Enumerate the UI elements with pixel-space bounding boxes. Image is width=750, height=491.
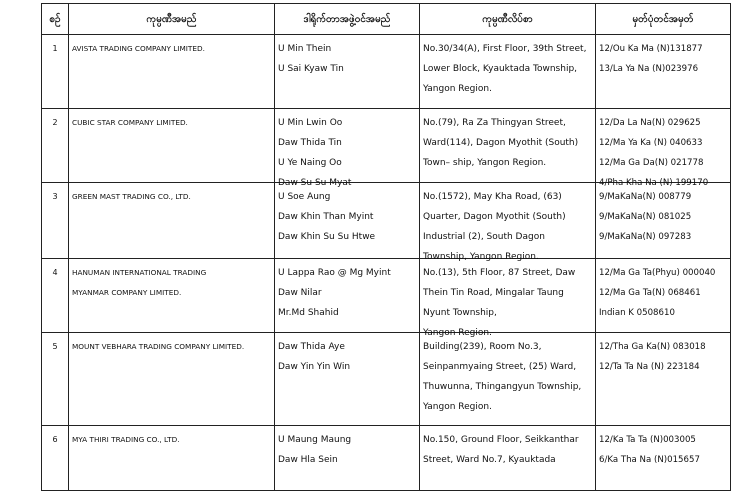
address-line: No.(1572), May Kha Road, (63) — [423, 192, 562, 202]
table-row — [42, 109, 731, 183]
address-line: Building(239), Room No.3, — [423, 342, 542, 352]
address-line: Seinpanmyaing Street, (25) Ward, — [423, 362, 577, 372]
registration-cell — [596, 426, 731, 491]
header-company: ကုမ္ပဏီအမည် — [69, 4, 275, 35]
company-name: MOUNT VEBHARA TRADING COMPANY LIMITED. — [72, 342, 245, 351]
registration-number: 12/Ta Ta Na (N) 223184 — [599, 362, 700, 372]
address-line: No.30/34(A), First Floor, 39th Street, — [423, 44, 587, 54]
company-name: AVISTA TRADING COMPANY LIMITED. — [72, 44, 205, 53]
registration-number: 12/Ma Ga Da(N) 021778 — [599, 158, 704, 168]
registration-number: 12/Tha Ga Ka(N) 083018 — [599, 342, 706, 352]
company-name-cell — [69, 333, 275, 426]
director-name: U Lappa Rao @ Mg Myint — [278, 268, 391, 278]
address-cell — [420, 35, 596, 109]
address-cell — [420, 426, 596, 491]
registration-number: 9/MaKaNa(N) 097283 — [599, 232, 692, 242]
director-name: U Min Thein — [278, 44, 332, 54]
company-name-line: HANUMAN INTERNATIONAL TRADING — [72, 268, 207, 277]
address-cell — [420, 259, 596, 338]
address-line: Thein Tin Road, Mingalar Taung — [423, 288, 564, 298]
company-name-cell — [69, 35, 275, 109]
registration-number: 13/La Ya Na (N)023976 — [599, 64, 699, 74]
company-name-line: MYANMAR COMPANY LIMITED. — [72, 288, 182, 297]
address-line: Yangon Region. — [423, 84, 492, 94]
row-number-cell — [42, 333, 69, 426]
row-number: 4 — [52, 268, 58, 277]
director-name: Daw Khin Than Myint — [278, 212, 374, 222]
row-number-cell — [42, 259, 69, 333]
address-line: No.150, Ground Floor, Seikkanthar — [423, 435, 579, 445]
table-row — [42, 35, 731, 109]
row-number-cell — [42, 109, 69, 183]
row-number-cell — [42, 426, 69, 491]
director-name: Daw Khin Su Su Htwe — [278, 232, 376, 242]
address-line: Quarter, Dagon Myothit (South) — [423, 212, 566, 222]
address-line: Ward(114), Dagon Myothit (South) — [423, 138, 579, 148]
address-line: Street, Ward No.7, Kyauktada — [423, 455, 556, 465]
header-row — [42, 4, 731, 35]
address-cell — [420, 183, 596, 262]
address-line: No.(79), Ra Za Thingyan Street, — [423, 118, 566, 128]
company-name-cell — [69, 426, 275, 491]
company-name-cell — [69, 109, 275, 183]
registration-number: 6/Ka Tha Na (N)015657 — [599, 455, 700, 465]
director-name: Daw Su Su Myat — [278, 178, 352, 188]
company-name-cell — [69, 183, 275, 259]
company-registry-table — [41, 3, 731, 491]
address-line: No.(13), 5th Floor, 87 Street, Daw — [423, 268, 576, 278]
directors-cell — [275, 109, 420, 188]
company-name-cell — [69, 259, 275, 333]
company-name: MYA THIRI TRADING CO., LTD. — [72, 435, 180, 444]
director-name: Mr.Md Shahid — [278, 308, 339, 318]
registration-number: 9/MaKaNa(N) 081025 — [599, 212, 692, 222]
table-row — [42, 333, 731, 426]
director-name: Daw Hla Sein — [278, 455, 338, 465]
registration-number: 12/Ma Ga Ta(N) 068461 — [599, 288, 701, 298]
address-line: Thuwunna, Thingangyun Township, — [423, 382, 582, 392]
director-name: U Min Lwin Oo — [278, 118, 343, 128]
row-number-cell — [42, 183, 69, 259]
director-name: U Maung Maung — [278, 435, 352, 445]
company-name: GREEN MAST TRADING CO., LTD. — [72, 192, 191, 201]
director-name: Daw Nilar — [278, 288, 322, 298]
address-cell — [420, 109, 596, 183]
director-name: U Sai Kyaw Tin — [278, 64, 344, 74]
row-number: 2 — [52, 118, 58, 127]
row-number: 3 — [52, 192, 58, 201]
company-name: CUBIC STAR COMPANY LIMITED. — [72, 118, 188, 127]
header-no: စဉ် — [42, 4, 69, 35]
row-number-cell — [42, 35, 69, 109]
directors-cell — [275, 259, 420, 333]
registration-cell — [596, 183, 731, 259]
registration-number: 12/Da La Na(N) 029625 — [599, 118, 701, 128]
directors-cell — [275, 183, 420, 259]
directors-cell — [275, 333, 420, 426]
header-registration: မှတ်ပုံတင်အမှတ် — [596, 4, 731, 35]
registration-number: 12/Ou Ka Ma (N)131877 — [599, 44, 703, 54]
registration-number: Indian K 0508610 — [599, 308, 675, 318]
address-line: Town– ship, Yangon Region. — [423, 158, 547, 168]
registration-number: 12/Ka Ta Ta (N)003005 — [599, 435, 696, 445]
registration-number: 4/Pha Kha Na (N) 199170 — [599, 178, 709, 188]
registration-cell — [596, 333, 731, 426]
registration-number: 9/MaKaNa(N) 008779 — [599, 192, 692, 202]
row-number: 5 — [52, 342, 58, 351]
registration-number: 12/Ma Ga Ta(Phyu) 000040 — [599, 268, 716, 278]
table-row — [42, 259, 731, 333]
header-address: ကုမ္ပဏီလိပ်စာ — [420, 4, 596, 35]
address-line: Lower Block, Kyauktada Township, — [423, 64, 578, 74]
table-row — [42, 183, 731, 259]
address-line: Industrial (2), South Dagon — [423, 232, 545, 242]
address-cell — [420, 333, 596, 426]
director-name: Daw Thida Aye — [278, 342, 345, 352]
row-number: 6 — [52, 435, 58, 444]
address-line: Yangon Region. — [423, 328, 492, 338]
row-number: 1 — [52, 44, 58, 53]
directors-cell — [275, 35, 420, 109]
registration-number: 12/Ma Ya Ka (N) 040633 — [599, 138, 703, 148]
registration-cell — [596, 109, 731, 188]
director-name: Daw Yin Yin Win — [278, 362, 351, 372]
address-line: Yangon Region. — [423, 402, 492, 412]
director-name: U Ye Naing Oo — [278, 158, 342, 168]
registration-cell — [596, 259, 731, 333]
address-line: Nyunt Township, — [423, 308, 497, 318]
directors-cell — [275, 426, 420, 491]
registration-cell — [596, 35, 731, 109]
table-row — [42, 426, 731, 491]
address-line: Township, Yangon Region. — [423, 252, 539, 262]
director-name: Daw Thida Tin — [278, 138, 342, 148]
header-directors: ဒါရိုက်တာအဖွဲ့ဝင်အမည် — [275, 4, 420, 35]
director-name: U Soe Aung — [278, 192, 331, 202]
